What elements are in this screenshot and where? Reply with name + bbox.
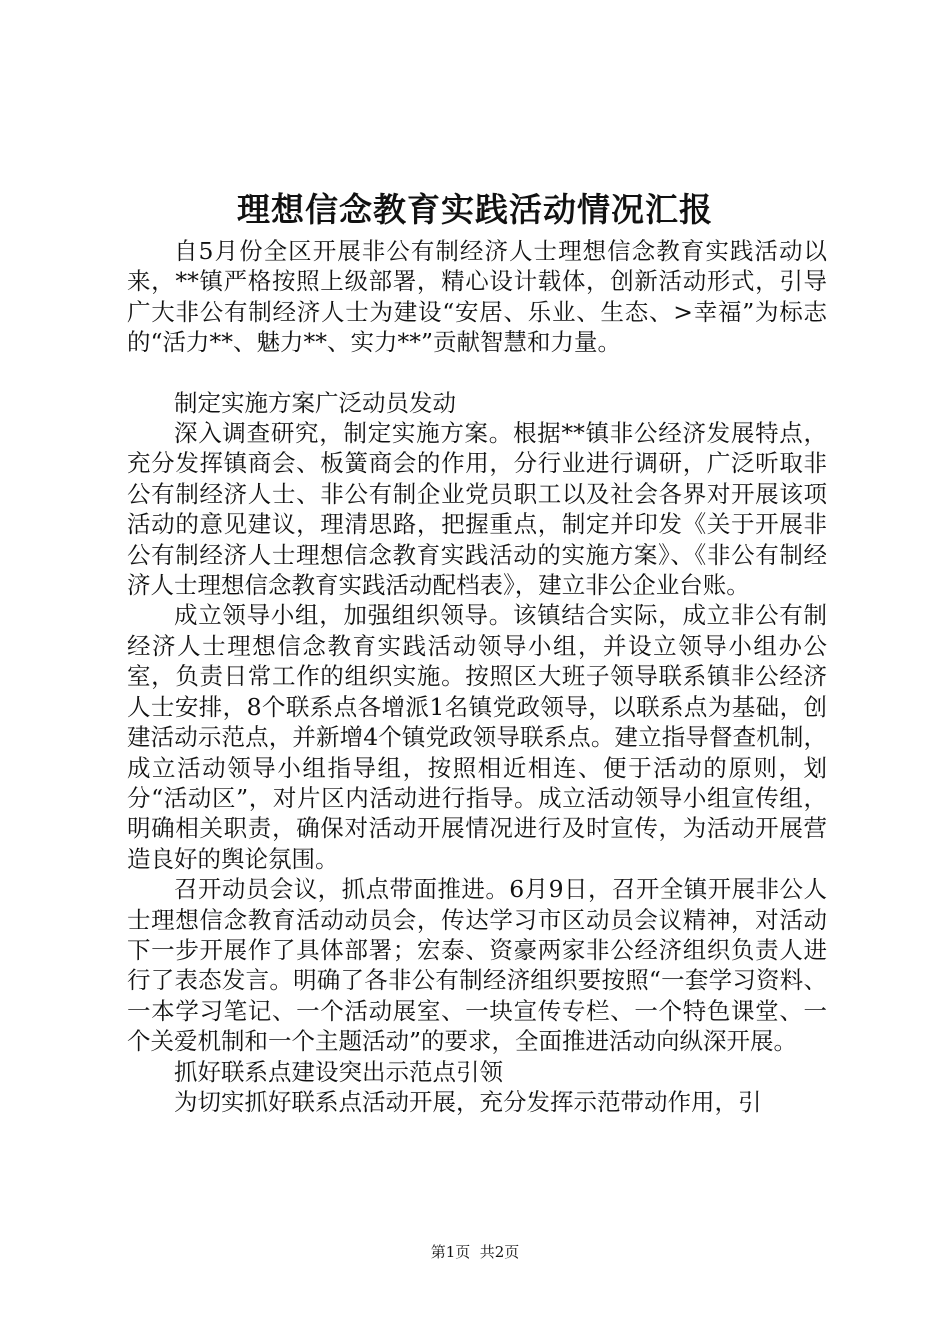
- document-title: 理想信念教育实践活动情况汇报: [237, 190, 713, 229]
- body-paragraph-3: 召开动员会议，抓点带面推进。6月9日，召开全镇开展非公人士理想信念教育活动动员会，传达学习市区动员会议精神，对活动下一步开展作了具体部署；宏泰、资豪两家非公经济组织负责人进行了表态发言。明确了各非公有制经济组织要按照“一套学习资料、一本学习笔记、一个活动展室、一块宣传专栏、一个特色课堂、一个关爱机制和一个主题活动”的要求，全面推进活动向纵深开展。: [127, 875, 827, 1056]
- section-heading-1: 制定实施方案广泛动员发动: [174, 388, 456, 417]
- paragraph-gap: [127, 358, 827, 388]
- document-body: [127, 236, 827, 1117]
- body-paragraph-4: 为切实抓好联系点活动开展，充分发挥示范带动作用，引: [174, 1087, 762, 1116]
- page-number: 第1页 共2页: [430, 1243, 520, 1261]
- body-paragraph-1: 深入调查研究，制定实施方案。根据**镇非公经济发展特点，充分发挥镇商会、板簧商会的作用，分行业进行调研，广泛听取非公有制经济人士、非公有制企业党员职工以及社会各界对开展该项活动的意见建议，理清思路，把握重点，制定并印发《关于开展非公有制经济人士理想信念教育实践活动的实施方案》、《非公有制经济人士理想信念教育实践活动配档表》，建立非公企业台账。: [127, 419, 827, 600]
- section-heading-2: 抓好联系点建设突出示范点引领: [174, 1057, 503, 1086]
- body-paragraph-2: 成立领导小组，加强组织领导。该镇结合实际，成立非公有制经济人士理想信念教育实践活动领导小组，并设立领导小组办公室，负责日常工作的组织实施。按照区大班子领导联系镇非公经济人士安排，8个联系点各增派1名镇党政领导，以联系点为基础，创建活动示范点，并新增4个镇党政领导联系点。建立指导督查机制，成立活动领导小组指导组，按照相近相连、便于活动的原则，划分“活动区”，对片区内活动进行指导。成立活动领导小组宣传组，明确相关职责，确保对活动开展情况进行及时宣传，为活动开展营造良好的舆论氛围。: [127, 601, 827, 873]
- page-footer: [0, 1240, 950, 1264]
- intro-paragraph: 自5月份全区开展非公有制经济人士理想信念教育实践活动以来，**镇严格按照上级部署，精心设计载体，创新活动形式，引导广大非公有制经济人士为建设“安居、乐业、生态、>幸福”为标志的“活力**、魅力**、实力**”贡献智慧和力量。: [127, 237, 827, 357]
